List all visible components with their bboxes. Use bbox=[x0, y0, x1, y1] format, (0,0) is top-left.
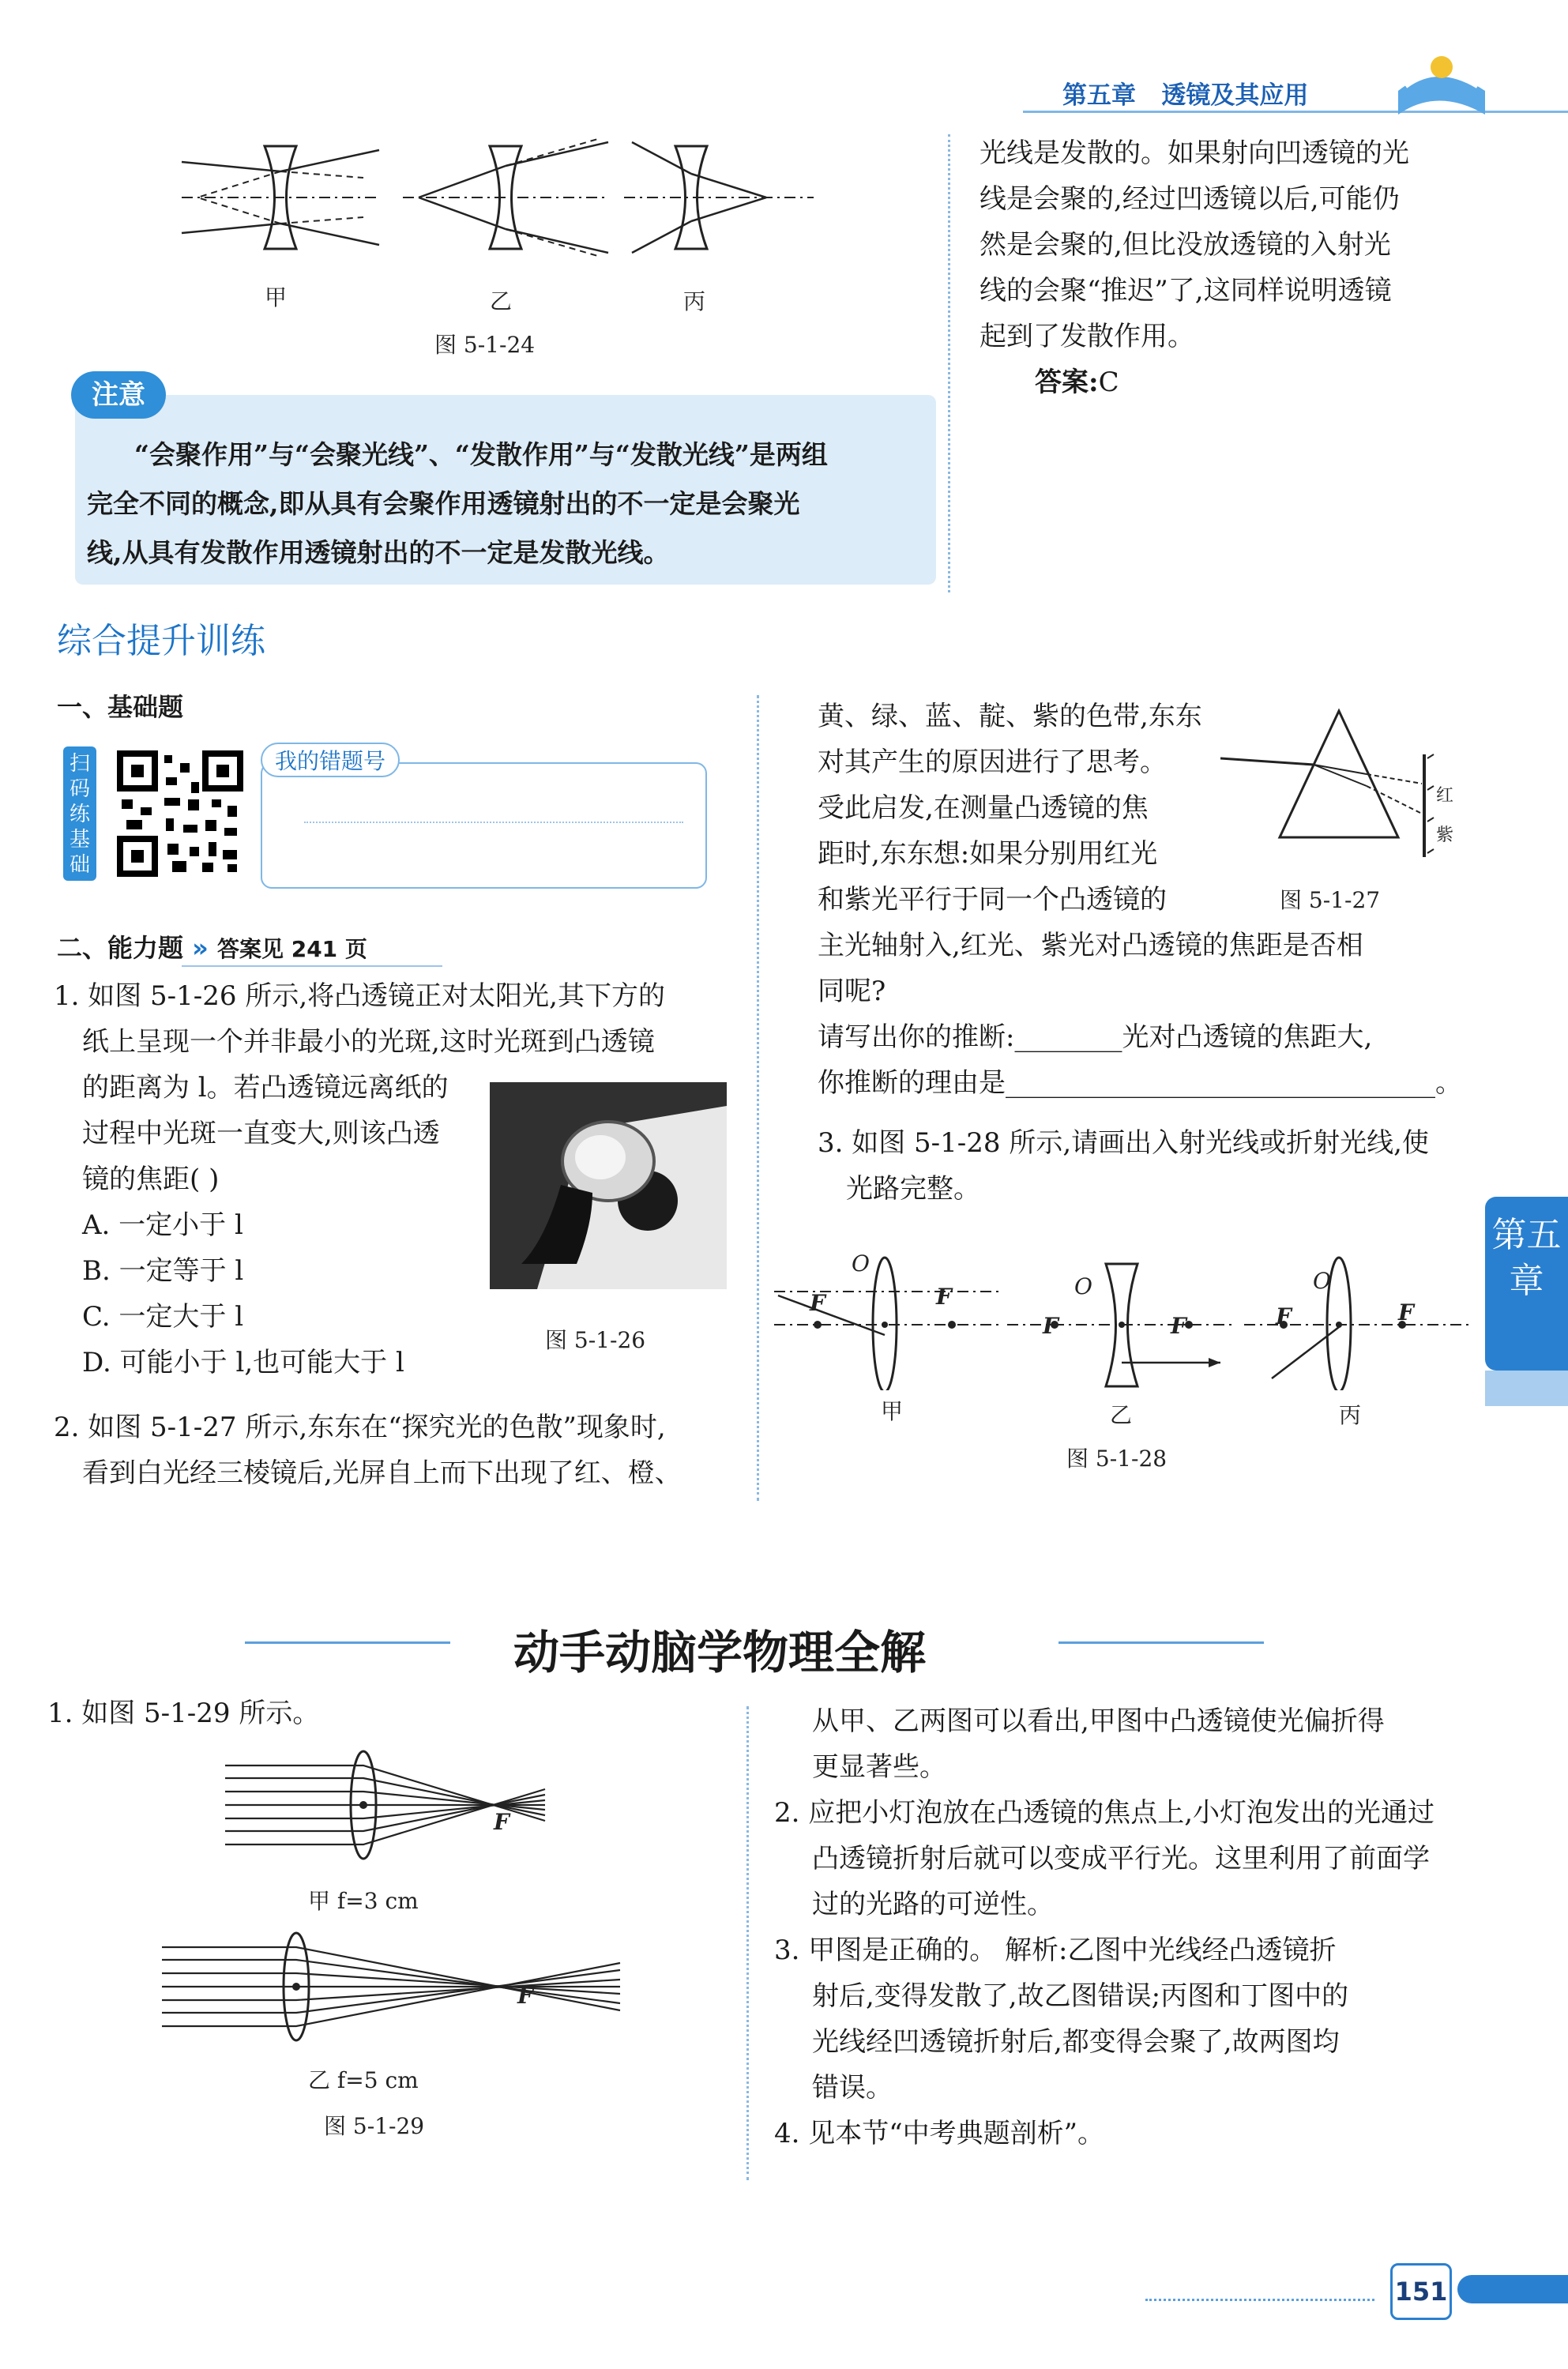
fig28c-label-f1: F bbox=[1276, 1303, 1292, 1329]
column-divider bbox=[948, 134, 950, 592]
basic-heading: 一、基础题 bbox=[57, 692, 184, 722]
note-line: 线,从具有发散作用透镜射出的不一定是发散光线。 bbox=[87, 537, 670, 568]
section-banner: 动手动脑学物理全解 bbox=[513, 1626, 927, 1679]
answer-line: 凸透镜折射后就可以变成平行光。这里利用了前面学 bbox=[812, 1843, 1430, 1875]
fig28-label-c: 丙 bbox=[1339, 1402, 1362, 1428]
ability-title: 二、能力题 bbox=[57, 933, 184, 963]
fig28b-label-o: O bbox=[1074, 1273, 1092, 1299]
fig28-caption: 图 5-1-28 bbox=[1066, 1446, 1168, 1472]
wrong-answer-label: 我的错题号 bbox=[261, 743, 400, 777]
fig26-photo bbox=[490, 1082, 727, 1289]
q2-line: 距时,东东想:如果分别用红光 bbox=[818, 838, 1158, 870]
q1-option-b[interactable]: B. 一定等于 l bbox=[82, 1255, 244, 1287]
q1-line: 镜的焦距( ) bbox=[82, 1164, 220, 1195]
note-text bbox=[87, 431, 924, 577]
answer-line: 4. 见本节“中考典题剖析”。 bbox=[774, 2118, 1105, 2149]
book-logo-icon bbox=[1390, 43, 1493, 122]
fig28a-label-f1: F bbox=[810, 1290, 825, 1316]
qr-code-icon[interactable] bbox=[117, 750, 243, 877]
fig24-label-c: 丙 bbox=[683, 288, 706, 314]
q2-line: 2. 如图 5-1-27 所示,东东在“探究光的色散”现象时, bbox=[54, 1412, 666, 1443]
fig28-diagrams[interactable] bbox=[770, 1256, 1481, 1390]
fig29b-label: 乙 f=5 cm bbox=[308, 2067, 419, 2093]
answers-right bbox=[774, 1698, 1469, 2157]
footer-rule bbox=[1145, 2299, 1374, 2301]
fig29b-diagram bbox=[154, 1927, 628, 2046]
fig24-label-b: 乙 bbox=[490, 288, 513, 314]
note-line: “会聚作用”与“会聚光线”、“发散作用”与“发散光线”是两组 bbox=[134, 439, 828, 470]
wrong-answer-box[interactable] bbox=[261, 762, 707, 889]
column-divider bbox=[757, 695, 759, 1501]
q2-line: 受此启发,在测量凸透镜的焦 bbox=[818, 792, 1149, 824]
answer-line: 3. 甲图是正确的。 解析:乙图中光线经凸透镜折 bbox=[774, 1935, 1337, 1966]
explanation-line: 然是会聚的,但比没放透镜的入射光 bbox=[980, 229, 1391, 261]
answer-line: 过的光路的可逆性。 bbox=[812, 1889, 1054, 1920]
fig28a-label-f2: F bbox=[936, 1284, 952, 1310]
q1-line: 纸上呈现一个并非最小的光斑,这时光斑到凸透镜 bbox=[82, 1026, 655, 1058]
section-title: 综合提升训练 bbox=[57, 621, 265, 661]
q1-line: 过程中光斑一直变大,则该凸透 bbox=[82, 1118, 440, 1149]
note-line: 完全不同的概念,即从具有会聚作用透镜射出的不一定是会聚光 bbox=[87, 488, 800, 519]
fig29a-focus: F bbox=[494, 1809, 510, 1835]
footer-bar bbox=[1457, 2275, 1568, 2303]
q2-line: 同呢? bbox=[818, 976, 886, 1007]
q3-line: 3. 如图 5-1-28 所示,请画出入射光线或折射光线,使 bbox=[818, 1127, 1429, 1159]
q2-line: 和紫光平行于同一个凸透镜的 bbox=[818, 884, 1167, 916]
q3-line: 光路完整。 bbox=[846, 1173, 980, 1205]
wrong-answer-line bbox=[304, 822, 683, 823]
column-divider bbox=[746, 1706, 749, 2180]
fig28b-label-f1: F bbox=[1043, 1313, 1058, 1339]
explanation-line: 线的会聚“推迟”了,这同样说明透镜 bbox=[980, 275, 1392, 306]
q1-line: 的距离为 l。若凸透镜远离纸的 bbox=[82, 1072, 449, 1104]
q1-option-c[interactable]: C. 一定大于 l bbox=[82, 1301, 244, 1333]
q1-line: 1. 如图 5-1-26 所示,将凸透镜正对太阳光,其下方的 bbox=[54, 980, 665, 1012]
fig24-caption: 图 5-1-24 bbox=[434, 332, 536, 358]
banner-rule-left bbox=[245, 1641, 450, 1644]
answer-line: 更显著些。 bbox=[812, 1751, 946, 1783]
qr-label: 扫码练基础 bbox=[63, 746, 96, 881]
q2-line: 黄、绿、蓝、靛、紫的色带,东东 bbox=[818, 701, 1202, 732]
explanation-line: 起到了发散作用。 bbox=[980, 321, 1194, 352]
chapter-header bbox=[1062, 75, 1308, 111]
fig29a-label: 甲 f=3 cm bbox=[308, 1888, 419, 1914]
note-badge: 注意 bbox=[71, 371, 166, 419]
q2-inference-blank[interactable]: 请写出你的推断:________光对凸透镜的焦距大, bbox=[818, 1021, 1373, 1053]
chapter-side-tab[interactable]: 第五章 bbox=[1485, 1197, 1568, 1371]
prev-explanation bbox=[980, 130, 1485, 405]
explanation-line: 光线是发散的。如果射向凹透镜的光 bbox=[980, 137, 1409, 169]
fig28b-label-f2: F bbox=[1171, 1313, 1186, 1339]
q2-line: 看到白光经三棱镜后,光屏自上而下出现了红、橙、 bbox=[82, 1457, 682, 1489]
answer-line: 错误。 bbox=[812, 2072, 893, 2104]
answer-line bbox=[980, 359, 1485, 405]
answer-line: 2. 应把小灯泡放在凸透镜的焦点上,小灯泡发出的光通过 bbox=[774, 1797, 1435, 1829]
lens-photo-icon bbox=[490, 1082, 727, 1289]
fig24-diagram-b bbox=[403, 138, 608, 257]
fig28a-label-o: O bbox=[852, 1250, 870, 1277]
answer-line: 光线经凹透镜折射后,都变得会聚了,故两图均 bbox=[812, 2026, 1340, 2058]
banner-rule-right bbox=[1058, 1641, 1264, 1644]
fig29-caption: 图 5-1-29 bbox=[324, 2113, 425, 2139]
q2-reason-blank[interactable]: 你推断的理由是________________________________。 bbox=[818, 1067, 1462, 1099]
fig24-diagram-c bbox=[624, 142, 814, 253]
fig24-diagram-a bbox=[182, 146, 379, 249]
answer-value: C bbox=[1098, 367, 1119, 398]
fig27-caption: 图 5-1-27 bbox=[1280, 887, 1381, 913]
question-3 bbox=[818, 1120, 1481, 1212]
answer-1-intro: 1. 如图 5-1-29 所示。 bbox=[47, 1698, 320, 1729]
fig24-label-a: 甲 bbox=[265, 284, 288, 310]
answer-line: 从甲、乙两图可以看出,甲图中凸透镜使光偏折得 bbox=[812, 1705, 1385, 1737]
fig29a-diagram bbox=[213, 1746, 561, 1864]
prism-label-red: 红 bbox=[1436, 786, 1454, 806]
fig28-label-b: 乙 bbox=[1110, 1402, 1133, 1428]
q1-option-d[interactable]: D. 可能小于 l,也可能大于 l bbox=[82, 1347, 404, 1378]
fig28-label-a: 甲 bbox=[881, 1398, 904, 1424]
q1-option-a[interactable]: A. 一定小于 l bbox=[82, 1209, 243, 1241]
fig28c-label-f2: F bbox=[1398, 1299, 1414, 1326]
ability-rule bbox=[182, 965, 442, 967]
page-number: 151 bbox=[1390, 2263, 1452, 2320]
chapter-label: 第五章 bbox=[1062, 81, 1136, 110]
side-tab-strip bbox=[1485, 1371, 1568, 1406]
answer-label: 答案: bbox=[1035, 367, 1099, 398]
q2-line: 对其产生的原因进行了思考。 bbox=[818, 746, 1167, 778]
q2-line: 主光轴射入,红光、紫光对凸透镜的焦距是否相 bbox=[818, 930, 1363, 961]
ability-heading: 二、能力题 » 答案见 241 页 bbox=[57, 933, 367, 963]
fig26-caption: 图 5-1-26 bbox=[545, 1327, 646, 1353]
explanation-line: 线是会聚的,经过凹透镜以后,可能仍 bbox=[980, 183, 1400, 215]
question-2-tail bbox=[818, 923, 1481, 1106]
answer-reference: 答案见 241 页 bbox=[216, 936, 367, 962]
fig29b-focus: F bbox=[517, 1983, 533, 2009]
prism-label-violet: 紫 bbox=[1436, 825, 1454, 845]
question-2-start bbox=[54, 1404, 749, 1496]
answer-line: 射后,变得发散了,故乙图错误;丙图和丁图中的 bbox=[812, 1980, 1349, 2012]
fig28c-label-o: O bbox=[1313, 1268, 1331, 1294]
chapter-title: 透镜及其应用 bbox=[1161, 81, 1309, 110]
question-2-continued bbox=[818, 694, 1228, 923]
